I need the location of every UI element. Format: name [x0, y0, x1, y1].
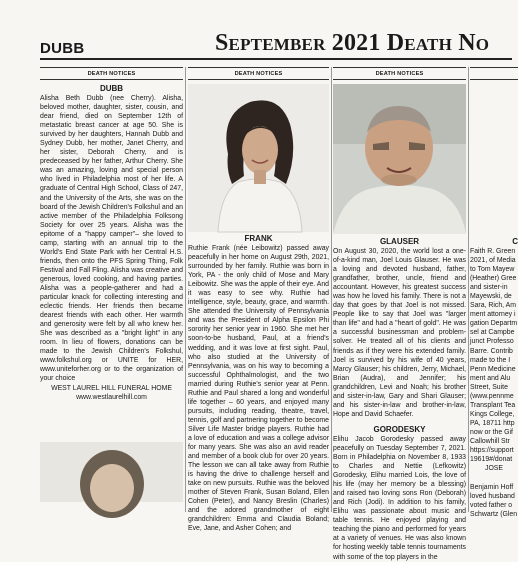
page-title: September 2021 Death No: [215, 30, 490, 56]
column-frank: [188, 67, 329, 533]
funeral-home-website: www.westlaurelhill.com: [76, 393, 147, 401]
portrait-photo: [470, 84, 518, 234]
column-header: DEATH NOTICES: [40, 67, 183, 80]
column-divider: [185, 67, 186, 512]
signature-line: JOSE: [485, 465, 503, 473]
obituary-name: FRANK: [244, 234, 273, 243]
obituary-name: C: [512, 237, 518, 246]
obituary-name: GLAUSER: [379, 237, 420, 246]
column-header: [470, 67, 518, 80]
obituary-body: Ruthie Frank (née Leibowitz) passed away peacefully in her home on August 29th, 2021, surrounded by her family. Ruthie was born in York, PA - the only child of Mose and Mary Leibowitz. She was the apple of their eye. And it was easy to see why. Ruthie had intelligence, style, beauty, grace, and warmth. She attended the University of Pennsylvania and was the President of Alpha Epsilon Phi sorority her senior year in 1960. She met her soon-to-be husband, Paul, at a friend's wedding, and it was love at first sight. Paul, who also studied at the University of Pennsylvania, was on his way to becoming a successful Ophthalmologist, and the two married during Ruthie's senior year at Penn. Ruthie and Paul shared a long and wonderful life together – 60 years, and enjoyed many pursuits, including reading, theatre, travel, tennis, golf and partnering together to become Silver Life Master bridge players. Ruthie had a love of education and was a college advisor for many years. She was also an avid reader and member of a book club for over 20 years. The lesson we can all take away from Ruthie is having the drive to challenge herself and take on new pursuits. Ruthie was the beloved mother of Steven Frank, Susan Boland, Ellen Cohen (Peter), and Nancy Breslin (Charles) and the adored grandmother of eight grandchildren: Emma and Claudia Boland; Eve, Jane, and Asher Cohen; and: [188, 245, 329, 533]
page-name-header: DUBB: [40, 40, 85, 57]
obituary-name: GORODESKY: [373, 424, 426, 434]
column-divider: [331, 67, 332, 512]
obituary-body: Benjamin Hoff loved husband voted father o Schwartz (Glen: [470, 484, 518, 519]
portrait-photo: [40, 442, 183, 502]
column-dubb: [40, 67, 183, 512]
obituary-body: On August 30, 2020, the world lost a one-of-a-kind man, Joel Louis Glauser. He was a loving and devoted husband, father, grandfather, brother, uncle, friend and accountant. However, his greatest success was how he loved his family. There is not a day that goes by that Joel is not missed. People like to say that Joel was "larger than life" and had a "heart of gold". He was a successful businessman and problem-solver. He treated all of his clients and friends as if they were his extended family. Joel is survived by his wife of 40 years, Marcy Glauser; his children, Jerry, Michael, Brian (Audra), and Jennifer; his grandchildren, Levi and Noah; his brother and sister-in-law, Gary and Shari Glauser; and his sister-in-law and brother-in-law, Hope and David Schaefer.: [333, 248, 466, 418]
obituary-body: Faith R. Green 2021, of Media to Tom Mayew (Heather) Gree and sister-in Mayewski, de Sara, Rich, Am ment attorney i gation Departm sel at Campbe junct Professo Barre. Contrib made to the I Penn Medicine ment and Alu Street, Suite (www.pennme Transplant Tea Kings College, PA, 18711 http now or the Gif Callowhill Str https://support 19619#/donat: [470, 248, 518, 464]
column-divider: [468, 67, 469, 512]
column-glauser: [333, 67, 466, 561]
column-partial: [470, 67, 518, 519]
portrait-photo: [188, 84, 329, 232]
column-header: DEATH NOTICES: [333, 67, 466, 80]
funeral-home: WEST LAUREL HILL FUNERAL HOME: [51, 384, 172, 392]
obituary-body: Elihu Jacob Gorodesky passed away peacefully on Tuesday September 7, 2021. Born in Philadelphia on November 8, 1933 to Charles and Nettie (Lefkowitz) Gorodesky, Elihu married Lois, the love of his life (may her memory be a blessing) and raised two loving sons Ron (Deborah) and Rich (Jodi). In addition to his family, Elihu was passionate about music and table tennis. He enjoyed playing and teaching the piano and performed for years at a variety of venues. He was also known for hosting weekly table tennis tournaments with some of the top players in the: [333, 435, 466, 561]
obituary-name: DUBB: [99, 84, 124, 93]
header-rule: [40, 58, 512, 60]
obituary-body: Alisha Beth Dubb (nee Cherry). Alisha, beloved mother, daughter, sister, cousin, and dear friend, died on September 12th of metastatic breast cancer at age 50. She is survived by her daughters, Hannah Dubb and Sydney Dubb, her mother, Janet Cherry, and her sister, Deborah Cherry, and is predeceased by her father, Arthur Cherry. She was an amazing, loving and special person who lived in Philadelphia most of her life. A graduate of Central High School, Class of 247, and the University of the Arts, she was on the board of the Jewish Children's Folkshul and an active member of the Philadelphia Folksong Society for over 25 years. Alisha was the epitome of a "happy camper"– she loved to camp, starting with an annual trip to the World's End State Park with her Central H.S. friends, then onto the PFS Spring Thing, Folk Festival and Fall Fling. Alisha was creative and generous, loved cooking, and having parties. Alisha was a people-gatherer and had a particular knack for collecting interesting and eclectic friends. Her friends then became dearest friends with each other. Her warmth and generosity were felt by all who knew her. She was described as a "bright light" in any room. In lieu of flowers, donations can be made to the Jewish Children's Folkshul, www.folkshul.org or UNITE for HER, www.uniteforher.org or to the organization of your choice: [40, 95, 183, 383]
portrait-photo: [333, 84, 466, 234]
column-header: DEATH NOTICES: [188, 67, 329, 80]
